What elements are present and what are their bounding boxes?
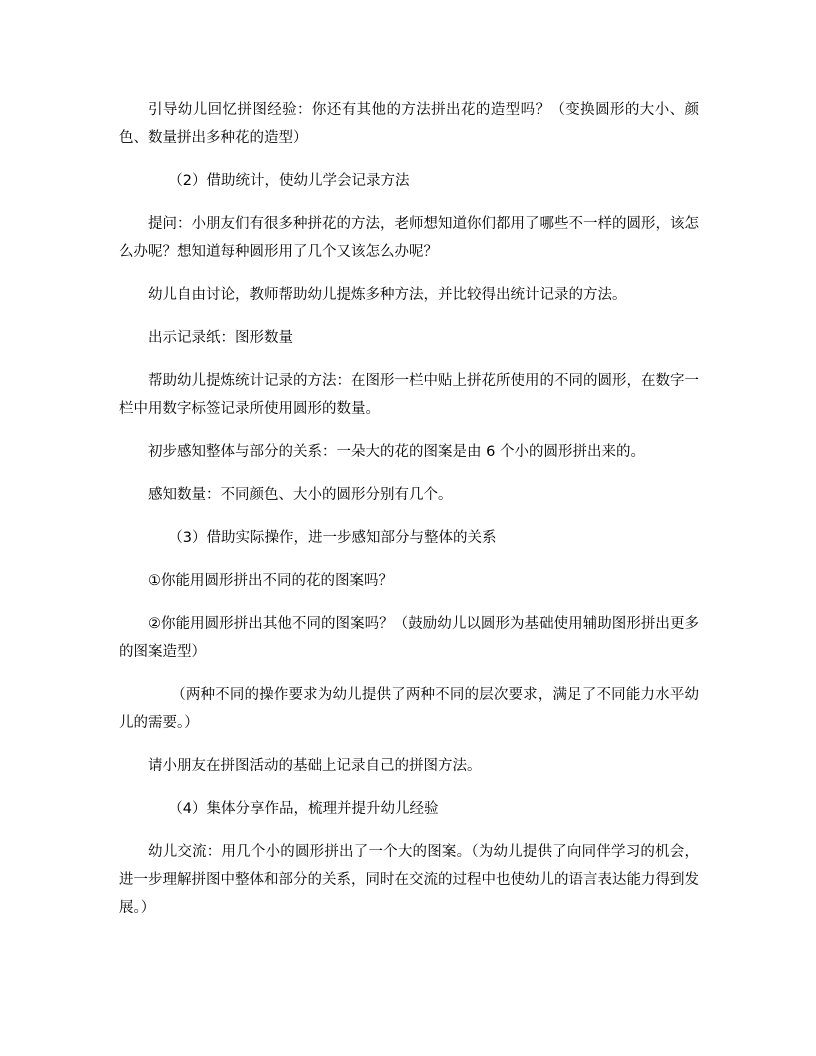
paragraph-record-method: 帮助幼儿提炼统计记录的方法：在图形一栏中贴上拼花所使用的不同的圆形，在数字一栏中用数字标签记录所使用圆形的数量。	[119, 373, 699, 417]
paragraph-record-sheet: 出示记录纸：图形数量	[148, 330, 293, 346]
section-heading-4: （4）集体分享作品，梳理并提升幼儿经验	[168, 801, 439, 817]
section-heading-2: （2）借助统计，使幼儿学会记录方法	[168, 173, 410, 189]
paragraph-exchange: 幼儿交流：用几个小的圆形拼出了一个大的图案。（为幼儿提供了向同伴学习的机会，进一步理解拼图中整体和部分的关系，同时在交流的过程中也使幼儿的语言表达能力得到发展。）	[119, 844, 699, 916]
paragraph-discussion: 幼儿自由讨论，教师帮助幼儿提炼多种方法，并比较得出统计记录的方法。	[148, 287, 627, 303]
paragraph-question-1: ①你能用圆形拼出不同的花的图案吗？	[148, 573, 393, 589]
paragraph-question-2: ②你能用圆形拼出其他不同的图案吗？（鼓励幼儿以圆形为基础使用辅助图形拼出更多的图案造型）	[119, 616, 699, 660]
paragraph-quantity: 感知数量：不同颜色、大小的圆形分别有几个。	[148, 487, 453, 503]
document-body	[119, 96, 699, 937]
paragraph-question: 提问：小朋友们有很多种拼花的方法，老师想知道你们都用了哪些不一样的圆形，该怎么办呢？想知道每种圆形用了几个又该怎么办呢？	[119, 216, 699, 260]
section-heading-3: （3）借助实际操作，进一步感知部分与整体的关系	[168, 530, 497, 546]
paragraph-recall-experience: 引导幼儿回忆拼图经验：你还有其他的方法拼出花的造型吗？（变换圆形的大小、颜色、数量拼出多种花的造型）	[119, 102, 699, 146]
paragraph-note-levels: （两种不同的操作要求为幼儿提供了两种不同的层次要求，满足了不同能力水平幼儿的需要。）	[119, 687, 699, 731]
paragraph-record-own: 请小朋友在拼图活动的基础上记录自己的拼图方法。	[148, 758, 482, 774]
paragraph-whole-part: 初步感知整体与部分的关系：一朵大的花的图案是由 6 个小的圆形拼出来的。	[148, 444, 645, 460]
